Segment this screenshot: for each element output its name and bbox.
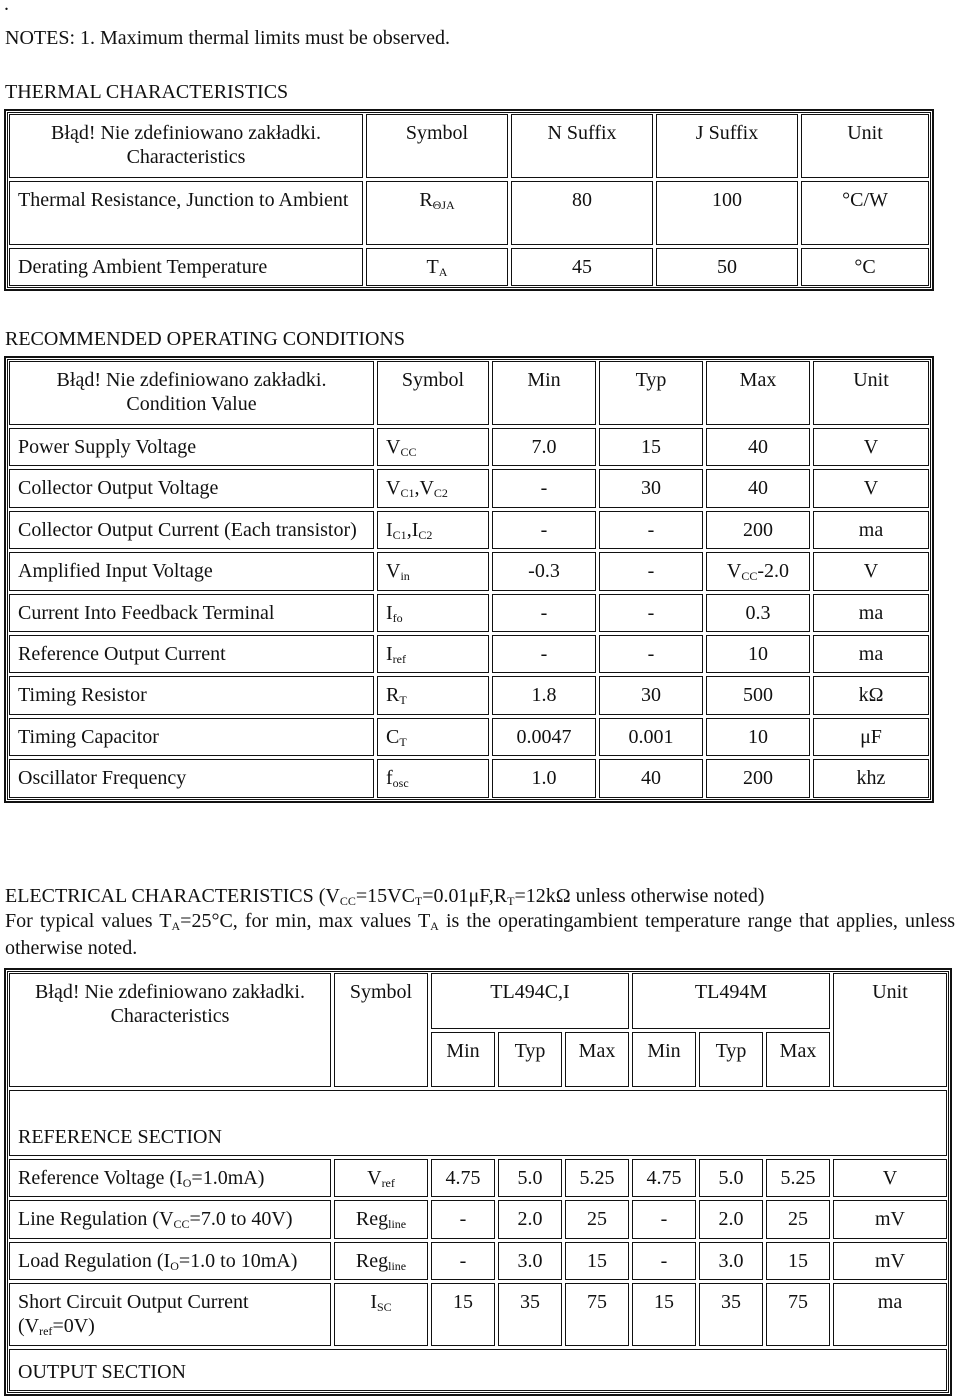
- row-value: 5.25: [766, 1159, 830, 1197]
- table-header-row: [9, 361, 929, 425]
- col-header: Unit: [833, 973, 947, 1087]
- recommended-heading: RECOMMENDED OPERATING CONDITIONS: [5, 328, 405, 350]
- row-value: 80: [511, 181, 653, 245]
- row-max: $V_{CC}-2.0$: [706, 552, 810, 590]
- table-row: [9, 248, 929, 286]
- table-row: [9, 552, 929, 590]
- table-header-row: [9, 114, 929, 178]
- row-symbol: Reg$_{line}$: [334, 1242, 428, 1280]
- row-min: -: [492, 511, 596, 549]
- row-value: 15: [565, 1242, 629, 1280]
- row-typ: -: [599, 594, 703, 632]
- group-header: TL494M: [632, 973, 830, 1029]
- characteristics-label: Characteristics: [110, 1005, 230, 1027]
- section-row: [9, 1090, 947, 1156]
- row-typ: 40: [599, 759, 703, 797]
- row-symbol: $C_T$: [377, 718, 489, 756]
- stray-dot: .: [4, 0, 9, 15]
- table-row: [9, 676, 929, 714]
- reference-section-label: REFERENCE SECTION: [9, 1090, 947, 1156]
- row-value: -: [632, 1200, 696, 1238]
- row-min: 0.0047: [492, 718, 596, 756]
- col-header: Unit: [801, 114, 929, 178]
- row-name: Load Regulation ($I_O=1.0$ to 10mA): [9, 1242, 331, 1280]
- col-header: N Suffix: [511, 114, 653, 178]
- row-unit: mV: [833, 1242, 947, 1280]
- table-row: [9, 511, 929, 549]
- row-max: 500: [706, 676, 810, 714]
- row-symbol: $R_T$: [377, 676, 489, 714]
- col-header: Symbol: [377, 361, 489, 425]
- row-name: Timing Capacitor: [9, 718, 374, 756]
- row-name: Power Supply Voltage: [9, 428, 374, 466]
- row-value: 50: [656, 248, 798, 286]
- electrical-heading: ELECTRICAL CHARACTERISTICS ($V_{CC}=15VC_T=0.01\mu F,R_T=12k\Omega$ unless otherwise noted): [5, 885, 765, 908]
- row-unit: mV: [833, 1200, 947, 1238]
- row-name: Collector Output Current (Each transistor): [9, 511, 374, 549]
- row-max: 40: [706, 428, 810, 466]
- row-unit: V: [813, 469, 929, 507]
- row-unit: °C/W: [801, 181, 929, 245]
- sub-header: Typ: [699, 1032, 763, 1087]
- table-row: [9, 594, 929, 632]
- section-row: [9, 1349, 947, 1391]
- row-value: 75: [766, 1283, 830, 1345]
- group-header: TL494C,I: [431, 973, 629, 1029]
- row-max: 10: [706, 635, 810, 673]
- row-unit: μF: [813, 718, 929, 756]
- row-name: Timing Resistor: [9, 676, 374, 714]
- row-value: 75: [565, 1283, 629, 1345]
- table-row: [9, 1242, 947, 1280]
- row-value: 5.25: [565, 1159, 629, 1197]
- sub-header: Min: [431, 1032, 495, 1087]
- characteristics-label: Characteristics: [126, 146, 246, 168]
- row-typ: -: [599, 635, 703, 673]
- electrical-intro: [5, 884, 955, 962]
- row-typ: -: [599, 552, 703, 590]
- row-value: -: [431, 1242, 495, 1280]
- sub-header: Min: [632, 1032, 696, 1087]
- table-row: [9, 1283, 947, 1345]
- table-row: [9, 635, 929, 673]
- row-unit: V: [813, 428, 929, 466]
- bookmark-error: Błąd! Nie zdefiniowano zakładki.: [35, 981, 305, 1003]
- row-typ: -: [599, 511, 703, 549]
- row-max: 200: [706, 759, 810, 797]
- row-typ: 30: [599, 676, 703, 714]
- col-header: Min: [492, 361, 596, 425]
- col-header: Unit: [813, 361, 929, 425]
- col-header: J Suffix: [656, 114, 798, 178]
- row-value: 35: [699, 1283, 763, 1345]
- row-value: 5.0: [699, 1159, 763, 1197]
- row-name: Amplified Input Voltage: [9, 552, 374, 590]
- table-row: [9, 469, 929, 507]
- table-header-row: [9, 973, 947, 1029]
- row-name: Current Into Feedback Terminal: [9, 594, 374, 632]
- row-symbol: $T_A$: [366, 248, 508, 286]
- row-value: 4.75: [431, 1159, 495, 1197]
- row-value: 2.0: [699, 1200, 763, 1238]
- row-symbol: Reg$_{line}$: [334, 1200, 428, 1238]
- row-min: 1.8: [492, 676, 596, 714]
- row-symbol: $V_{in}$: [377, 552, 489, 590]
- output-section-label: OUTPUT SECTION: [9, 1349, 947, 1391]
- table-row: [9, 759, 929, 797]
- row-max: 200: [706, 511, 810, 549]
- row-symbol: $I_{ref}$: [377, 635, 489, 673]
- row-value: 45: [511, 248, 653, 286]
- row-name: Collector Output Voltage: [9, 469, 374, 507]
- row-symbol: $I_{SC}$: [334, 1283, 428, 1345]
- row-min: 7.0: [492, 428, 596, 466]
- row-typ: 30: [599, 469, 703, 507]
- electrical-table: [4, 968, 952, 1396]
- row-value: -: [632, 1242, 696, 1280]
- row-value: 100: [656, 181, 798, 245]
- row-value: 15: [431, 1283, 495, 1345]
- row-value: -: [431, 1200, 495, 1238]
- table-row: [9, 181, 929, 245]
- sub-header: Typ: [498, 1032, 562, 1087]
- row-min: 1.0: [492, 759, 596, 797]
- bookmark-error: Błąd! Nie zdefiniowano zakładki.: [51, 122, 321, 144]
- row-symbol: $V_{C1},V_{C2}$: [377, 469, 489, 507]
- row-value: 2.0: [498, 1200, 562, 1238]
- row-max: 10: [706, 718, 810, 756]
- row-max: 40: [706, 469, 810, 507]
- row-typ: 15: [599, 428, 703, 466]
- sub-header: Max: [565, 1032, 629, 1087]
- row-symbol: $R_{\Theta JA}$: [366, 181, 508, 245]
- row-unit: V: [833, 1159, 947, 1197]
- col-header: Max: [706, 361, 810, 425]
- row-name: Derating Ambient Temperature: [9, 248, 363, 286]
- row-value: 5.0: [498, 1159, 562, 1197]
- row-unit: kΩ: [813, 676, 929, 714]
- row-unit: ma: [813, 635, 929, 673]
- row-unit: °C: [801, 248, 929, 286]
- row-name: Reference Voltage $(I_O=1.0mA)$: [9, 1159, 331, 1197]
- table-row: [9, 428, 929, 466]
- row-value: 25: [766, 1200, 830, 1238]
- row-unit: ma: [833, 1283, 947, 1345]
- table-row: [9, 718, 929, 756]
- table-row: [9, 1159, 947, 1197]
- row-unit: ma: [813, 511, 929, 549]
- row-max: 0.3: [706, 594, 810, 632]
- row-name: Short Circuit Output Current $(V_{ref}=0V)$: [9, 1283, 331, 1345]
- row-typ: 0.001: [599, 718, 703, 756]
- row-name: Line Regulation ($V_{CC}=7.0$ to 40V): [9, 1200, 331, 1238]
- col-header: Typ: [599, 361, 703, 425]
- row-name: Oscillator Frequency: [9, 759, 374, 797]
- row-value: 35: [498, 1283, 562, 1345]
- row-symbol: $I_{C1},I_{C2}$: [377, 511, 489, 549]
- electrical-note: For typical values $T_A=25^\circ C$, for min, max values $T_A$ is the operatingambient temperature range that applies, unless otherwise noted.: [5, 910, 956, 960]
- row-min: -: [492, 469, 596, 507]
- col-header: Symbol: [334, 973, 428, 1087]
- table-row: [9, 1200, 947, 1238]
- row-value: 4.75: [632, 1159, 696, 1197]
- row-value: 3.0: [699, 1242, 763, 1280]
- row-min: -: [492, 635, 596, 673]
- thermal-table: [4, 109, 934, 291]
- row-value: 15: [766, 1242, 830, 1280]
- row-symbol: $I_{fo}$: [377, 594, 489, 632]
- sub-header: Max: [766, 1032, 830, 1087]
- row-value: 25: [565, 1200, 629, 1238]
- recommended-table: [4, 356, 934, 803]
- row-unit: V: [813, 552, 929, 590]
- row-min: -: [492, 594, 596, 632]
- row-value: 15: [632, 1283, 696, 1345]
- col-header: Symbol: [366, 114, 508, 178]
- row-symbol: $V_{CC}$: [377, 428, 489, 466]
- row-min: -0.3: [492, 552, 596, 590]
- bookmark-error: Błąd! Nie zdefiniowano zakładki.: [56, 369, 327, 391]
- thermal-heading: THERMAL CHARACTERISTICS: [5, 81, 289, 103]
- row-value: 3.0: [498, 1242, 562, 1280]
- row-name: Thermal Resistance, Junction to Ambient: [9, 181, 363, 245]
- row-unit: ma: [813, 594, 929, 632]
- row-symbol: $V_{ref}$: [334, 1159, 428, 1197]
- row-name: Reference Output Current: [9, 635, 374, 673]
- row-unit: khz: [813, 759, 929, 797]
- notes-text: NOTES: 1. Maximum thermal limits must be observed.: [5, 27, 450, 49]
- condition-header: [9, 361, 374, 425]
- row-symbol: $f_{osc}$: [377, 759, 489, 797]
- characteristics-header: [9, 114, 363, 178]
- condition-label: Condition Value: [126, 393, 257, 415]
- characteristics-header: [9, 973, 331, 1087]
